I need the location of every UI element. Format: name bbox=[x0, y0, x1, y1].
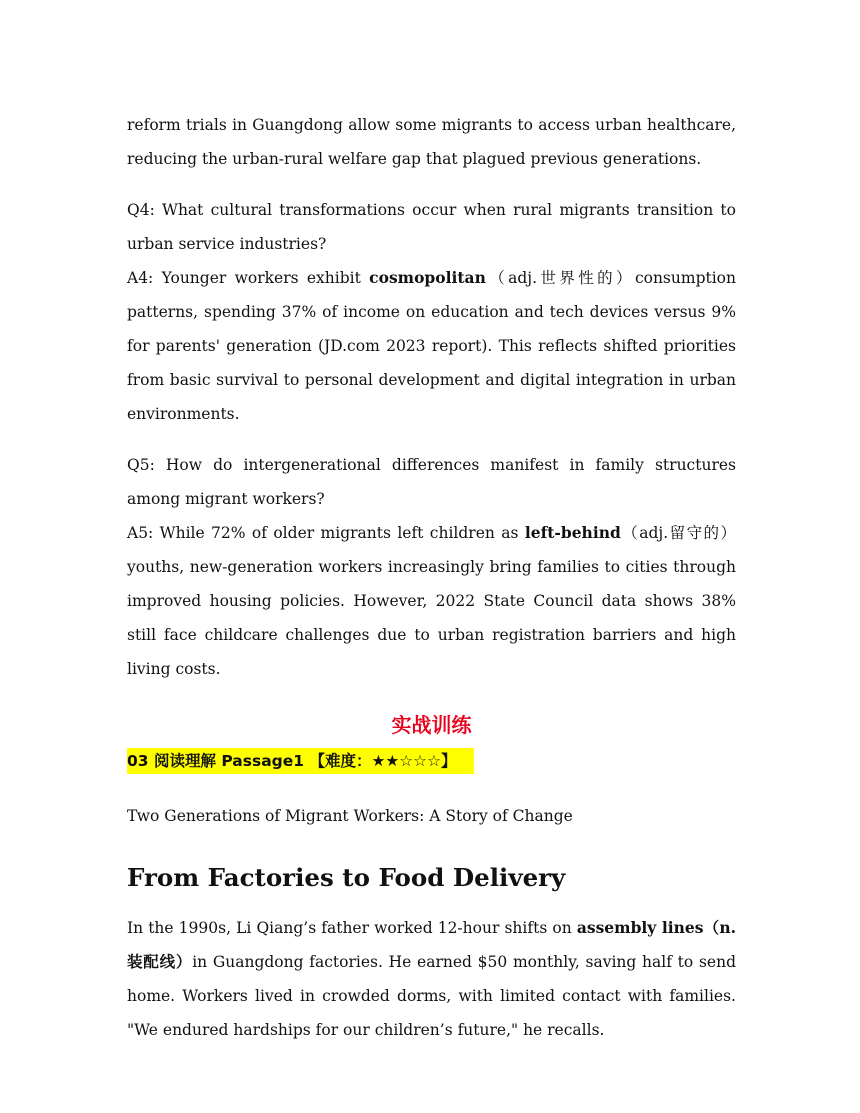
passage-paragraph-1 bbox=[127, 911, 736, 1047]
passage-p1-term: assembly lines（n. 装配线） bbox=[127, 918, 737, 971]
q5-term: left-behind bbox=[524, 523, 621, 542]
q4-term: cosmopolitan bbox=[369, 268, 486, 287]
exercise-label: 03 阅读理解 Passage1 【难度：★★☆☆☆】 bbox=[127, 748, 474, 774]
q5-gloss: （adj.留守的） bbox=[620, 524, 736, 542]
document-page bbox=[127, 108, 736, 1047]
passage-heading: From Factories to Food Delivery bbox=[127, 863, 566, 892]
q5-answer-suffix: youths, new-generation workers increasingly bring families to cities through improved housing policies. However, 2022 State Council data shows 38% still face childcare challenges due to urban registration barriers and high living costs. bbox=[127, 558, 736, 678]
section-title: 实战训练 bbox=[391, 713, 472, 737]
q5-answer-prefix: A5: While 72% of older migrants left children as bbox=[127, 524, 525, 542]
q5-question: Q5: How do intergenerational differences manifest in family structures among migrant workers? bbox=[127, 456, 736, 508]
q4-answer-prefix: A4: Younger workers exhibit bbox=[127, 269, 370, 287]
q4-answer-suffix: consumption patterns, spending 37% of income on education and tech devices versus 9% for parents' generation (JD.com 2023 report). This reflects shifted priorities from basic survival to personal development and digital integration in urban environments. bbox=[127, 269, 736, 423]
paragraph-top bbox=[127, 108, 736, 176]
passage-p1-prefix: In the 1990s, Li Qiang’s father worked 12-hour shifts on bbox=[127, 919, 577, 937]
passage-subtitle: Two Generations of Migrant Workers: A Story of Change bbox=[127, 807, 573, 825]
passage-p1-suffix: in Guangdong factories. He earned $50 monthly, saving half to send home. Workers lived in crowded dorms, with limited contact with families. "We endured hardships for our children’s future," he recalls. bbox=[127, 953, 736, 1039]
q5-answer bbox=[127, 516, 736, 686]
q4-answer bbox=[127, 261, 736, 431]
paragraph-top-text: reform trials in Guangdong allow some migrants to access urban healthcare, reducing the urban-rural welfare gap that plagued previous generations. bbox=[127, 116, 736, 168]
q4-question: Q4: What cultural transformations occur when rural migrants transition to urban service industries? bbox=[127, 201, 736, 253]
q4-gloss: （adj.世界性的） bbox=[485, 269, 635, 287]
